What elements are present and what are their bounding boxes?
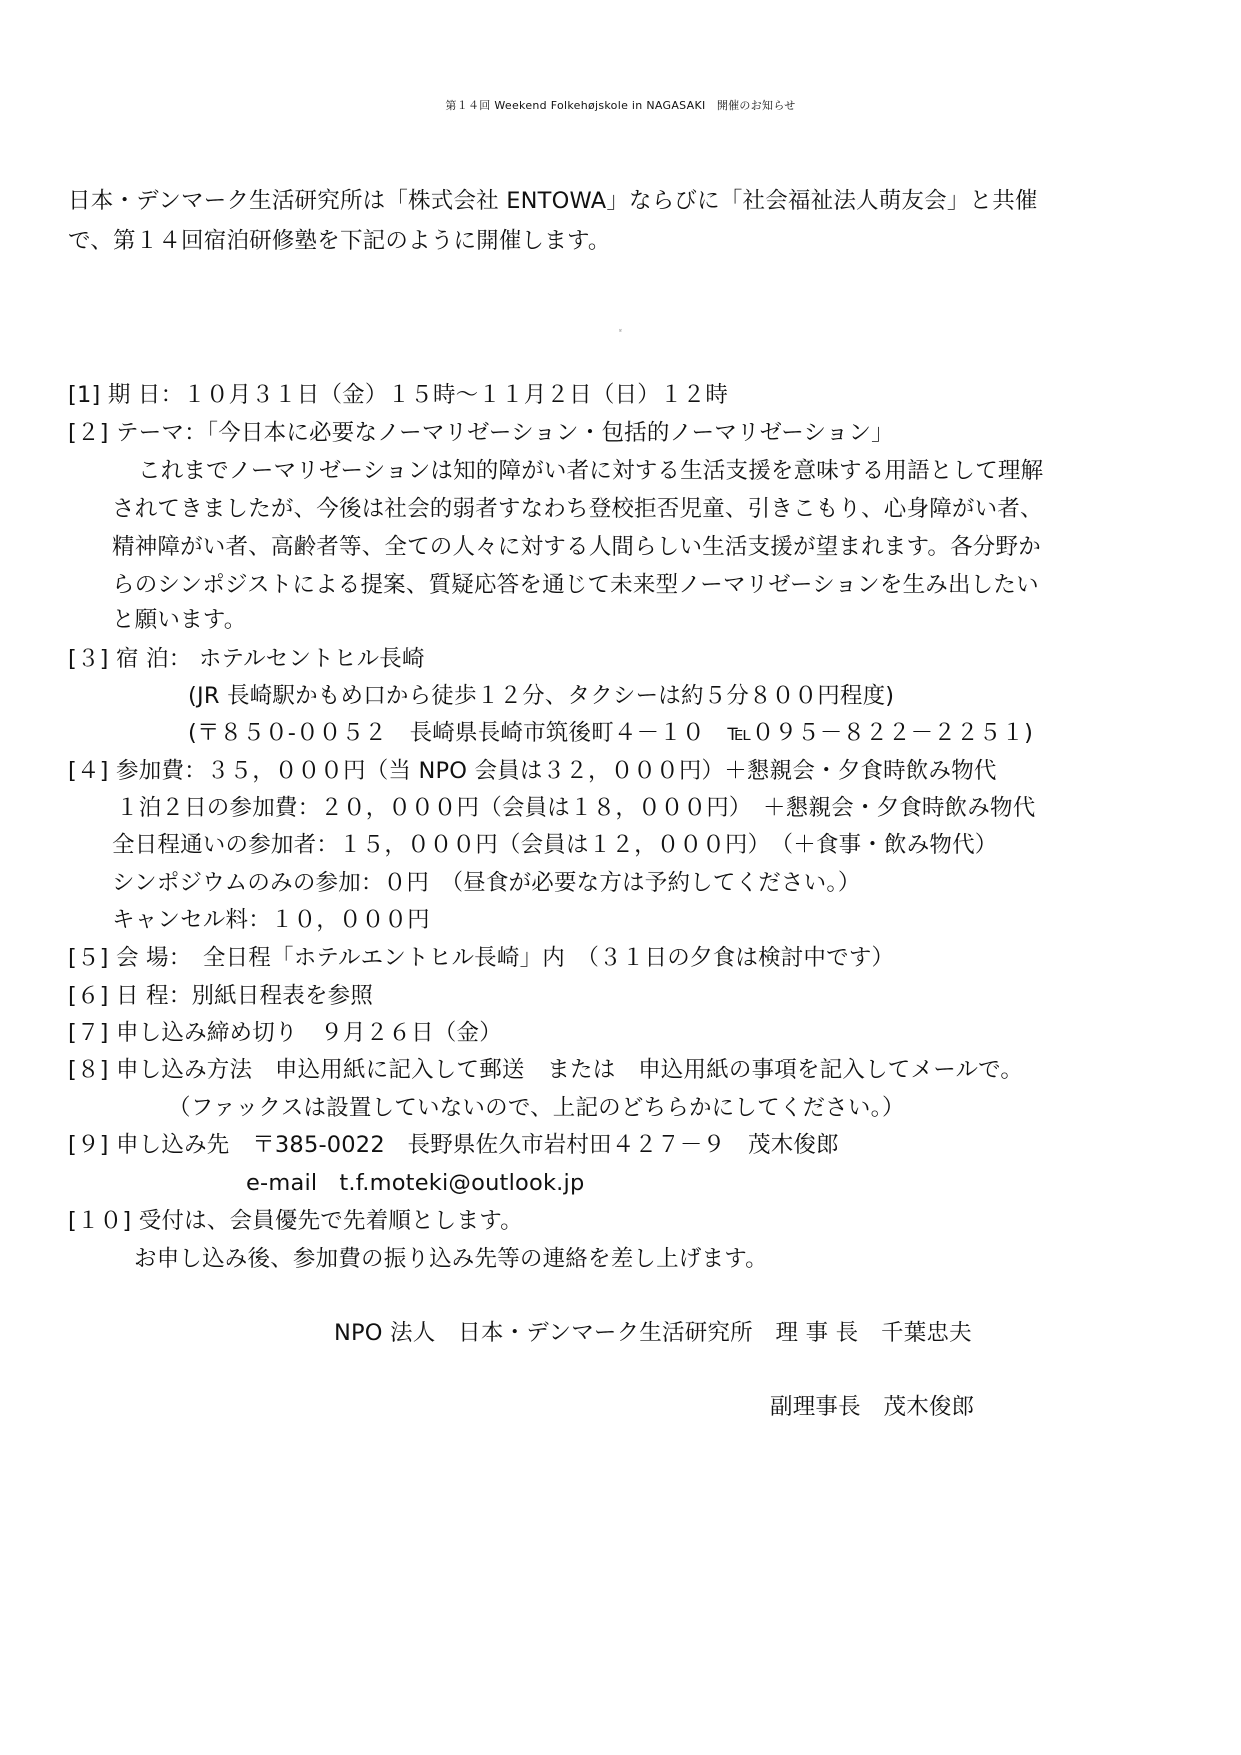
theme-desc-line-5: と願います。 [112,607,247,633]
item-theme: [２] テーマ：「今日本に必要なノーマリゼーション・包括的ノーマリゼーション」 [68,420,894,446]
fee-cancel: キャンセル料：１０，０００円 [112,907,430,933]
item-method: [８] 申し込み方法 申込用紙に記入して郵送 または 申込用紙の事項を記入してメールで。 [68,1057,1024,1083]
item-apply-to: [９] 申し込み先 〒385-0022 長野県佐久市岩村田４２７－９ 茂木俊郎 [68,1132,839,1158]
theme-desc-line-4: らのシンポジストによる提案、質疑応答を通じて未来型ノーマリゼーションを生み出したい [112,572,1039,598]
signature-organization: NPO 法人 日本・デンマーク生活研究所 理 事 長 千葉忠夫 [334,1320,972,1346]
lodging-access: (JR 長崎駅かもめ口から徒歩１２分、タクシーは約５分８００円程度) [188,683,895,709]
email-label: e-mail [246,1170,318,1196]
signature-vice-chair: 副理事長 茂木俊郎 [770,1394,975,1420]
intro-line-1: 日本・デンマーク生活研究所は「株式会社 ENTOWA」ならびに「社会福祉法人萌友会」と共催 [68,188,1038,214]
fee-day-participant: 全日程通いの参加者：１５，０００円（会員は１２，０００円） （＋食事・飲み物代） [112,832,998,858]
page-title: 第１４回 Weekend Folkehøjskole in NAGASAKI 開催のお知らせ [445,99,796,112]
theme-desc-line-2: されてきましたが、今後は社会的弱者すなわち登校拒否児童、引きこもり、心身障がい者、 [112,496,1043,522]
ki-heading: 記 [619,329,622,332]
item-schedule: [６] 日 程：別紙日程表を参照 [68,983,374,1009]
item-venue: [５] 会 場： 全日程「ホテルエントヒル長崎」内 （３１日の夕食は検討中です） [68,945,895,971]
intro-line-2: で、第１４回宿泊研修塾を下記のように開催します。 [68,228,611,254]
theme-desc-line-3: 精神障がい者、高齢者等、全ての人々に対する人間らしい生活支援が望まれます。各分野か [112,534,1041,560]
lodging-address: (〒８５０-００５２ 長崎県長崎市筑後町４－１０ ℡０９５－８２２－２２５１) [188,720,1034,746]
method-note: （ファックスは設置していないので、上記のどちらかにしてください。） [168,1095,905,1121]
item-lodging: [３] 宿 泊： ホテルセントヒル長崎 [68,646,425,672]
reception-note: お申し込み後、参加費の振り込み先等の連絡を差し上げます。 [134,1246,768,1272]
email-line [246,1168,584,1198]
item-reception: [１０] 受付は、会員優先で先着順とします。 [68,1208,523,1234]
email-address[interactable]: t.f.moteki@outlook.jp [339,1170,585,1196]
item-date: [1] 期 日：１０月３１日（金）１５時～１１月２日（日）１２時 [68,382,729,408]
fee-one-night: １泊２日の参加費：２０，０００円（会員は１８，０００円） ＋懇親会・夕食時飲み物代 [116,795,1036,821]
theme-desc-line-1: これまでノーマリゼーションは知的障がい者に対する生活支援を意味する用語として理解 [138,458,1044,484]
item-deadline: [７] 申し込み締め切り ９月２６日（金） [68,1020,502,1046]
fee-symposium-only: シンポジウムのみの参加：０円 （昼食が必要な方は予約してください。） [112,870,861,896]
item-fee: [４] 参加費：３５，０００円（当 NPO 会員は３２，０００円）＋懇親会・夕食時飲み物代 [68,758,997,784]
